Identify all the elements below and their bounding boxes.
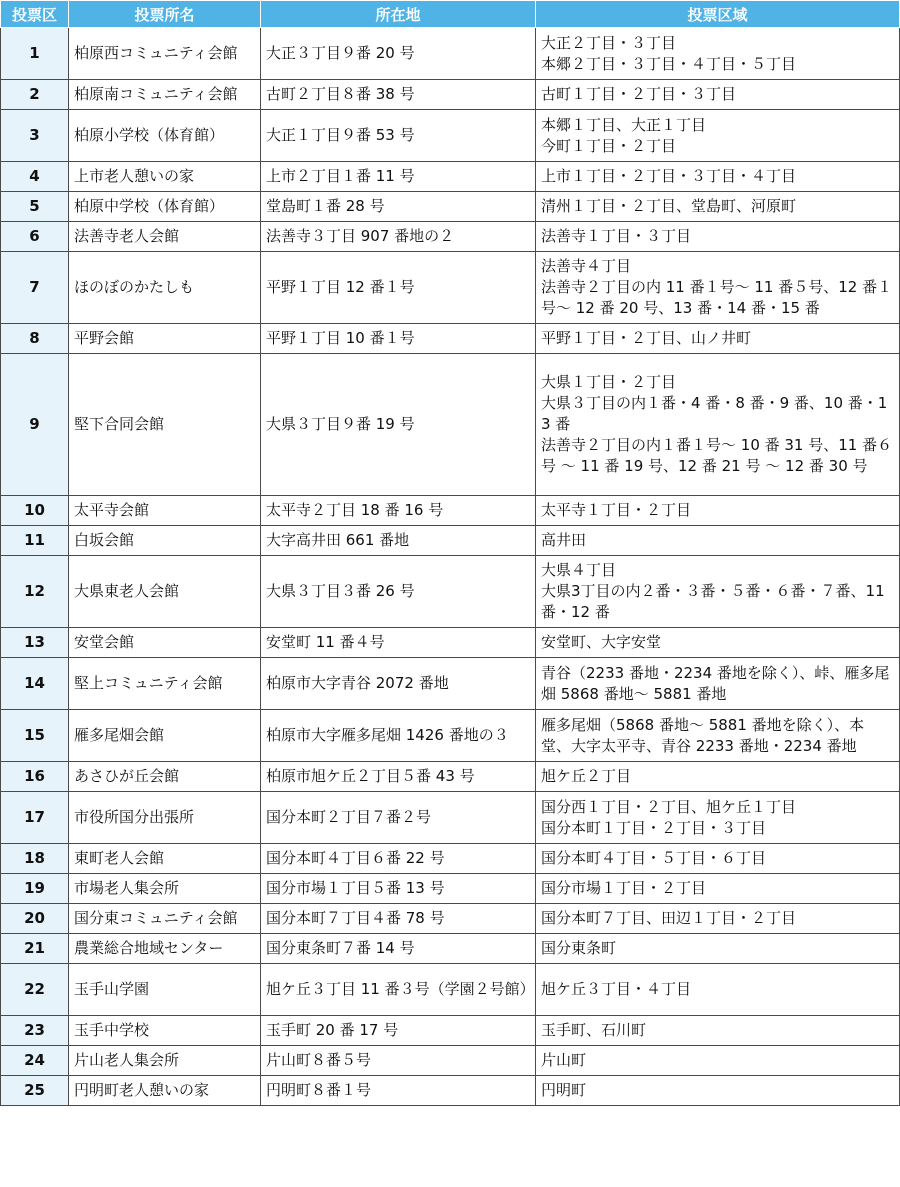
district-number: 3 <box>1 110 69 162</box>
station-name: 柏原小学校（体育館） <box>69 110 261 162</box>
voting-area-line: 大県４丁目 <box>541 561 617 579</box>
station-address: 大県３丁目９番 19 号 <box>261 354 536 496</box>
voting-area <box>536 1016 900 1046</box>
station-name: 上市老人憩いの家 <box>69 162 261 192</box>
voting-area-line: 旭ケ丘２丁目 <box>541 767 632 785</box>
district-number: 21 <box>1 934 69 964</box>
station-name: 片山老人集会所 <box>69 1046 261 1076</box>
voting-area-line: 雁多尾畑（5868 番地～ 5881 番地を除く）、本堂、大字太平寺、青谷 2233 番地・2234 番地 <box>541 715 865 755</box>
station-address: 玉手町 20 番 17 号 <box>261 1016 536 1046</box>
table-row <box>1 556 900 628</box>
district-number: 16 <box>1 762 69 792</box>
station-name: 柏原中学校（体育館） <box>69 192 261 222</box>
district-number: 22 <box>1 964 69 1016</box>
voting-area <box>536 496 900 526</box>
table-row <box>1 222 900 252</box>
voting-area <box>536 874 900 904</box>
voting-area <box>536 28 900 80</box>
station-address: 国分本町２丁目７番２号 <box>261 792 536 844</box>
district-number: 9 <box>1 354 69 496</box>
station-name: 柏原西コミュニティ会館 <box>69 28 261 80</box>
voting-area <box>536 1076 900 1106</box>
station-name: 法善寺老人会館 <box>69 222 261 252</box>
district-number: 7 <box>1 252 69 324</box>
voting-area <box>536 80 900 110</box>
table-row <box>1 28 900 80</box>
station-address: 大正３丁目９番 20 号 <box>261 28 536 80</box>
table-row <box>1 162 900 192</box>
voting-area-line: 太平寺１丁目・２丁目 <box>541 501 692 519</box>
voting-area-line: 国分本町７丁目、田辺１丁目・２丁目 <box>541 909 797 927</box>
voting-area <box>536 222 900 252</box>
voting-area-line: 高井田 <box>541 531 587 549</box>
station-name: 円明町老人憩いの家 <box>69 1076 261 1106</box>
station-address: 上市２丁目１番 11 号 <box>261 162 536 192</box>
station-address: 柏原市旭ケ丘２丁目５番 43 号 <box>261 762 536 792</box>
table-row <box>1 934 900 964</box>
table-row <box>1 658 900 710</box>
table-row <box>1 354 900 496</box>
voting-area-line: 本郷２丁目・３丁目・４丁目・５丁目 <box>541 54 797 73</box>
district-number: 13 <box>1 628 69 658</box>
station-name: 東町老人会館 <box>69 844 261 874</box>
station-address: 柏原市大字青谷 2072 番地 <box>261 658 536 710</box>
district-number: 12 <box>1 556 69 628</box>
table-row <box>1 874 900 904</box>
voting-area-line: 国分本町４丁目・５丁目・６丁目 <box>541 849 767 867</box>
station-name: ほのぼのかたしも <box>69 252 261 324</box>
station-name: 玉手山学園 <box>69 964 261 1016</box>
district-number: 8 <box>1 324 69 354</box>
voting-area <box>536 110 900 162</box>
station-address: 柏原市大字雁多尾畑 1426 番地の３ <box>261 710 536 762</box>
district-number: 6 <box>1 222 69 252</box>
district-number: 15 <box>1 710 69 762</box>
station-name: 玉手中学校 <box>69 1016 261 1046</box>
district-number: 1 <box>1 28 69 80</box>
station-name: 大県東老人会館 <box>69 556 261 628</box>
station-address: 国分本町７丁目４番 78 号 <box>261 904 536 934</box>
voting-area <box>536 658 900 710</box>
station-address: 太平寺２丁目 18 番 16 号 <box>261 496 536 526</box>
voting-area-line: 国分西１丁目・２丁目、旭ケ丘１丁目 <box>541 797 797 816</box>
station-name: 太平寺会館 <box>69 496 261 526</box>
station-name: 安堂会館 <box>69 628 261 658</box>
table-row <box>1 496 900 526</box>
station-address: 平野１丁目 10 番１号 <box>261 324 536 354</box>
station-name: あさひが丘会館 <box>69 762 261 792</box>
voting-area-line: 法善寺２丁目の内 11 番１号～ 11 番５号、12 番１号～ 12 番 20 号、13 番・14 番・15 番 <box>541 278 893 317</box>
table-row <box>1 1076 900 1106</box>
table-row <box>1 762 900 792</box>
station-address: 国分市場１丁目５番 13 号 <box>261 874 536 904</box>
station-address: 大正１丁目９番 53 号 <box>261 110 536 162</box>
station-address: 国分本町４丁目６番 22 号 <box>261 844 536 874</box>
station-address: 円明町８番１号 <box>261 1076 536 1106</box>
voting-area-line: 円明町 <box>541 1081 587 1099</box>
voting-area-line: 青谷（2233 番地・2234 番地を除く）、峠、雁多尾畑 5868 番地～ 5881 番地 <box>541 663 890 703</box>
table-header-row <box>1 1 900 28</box>
table-body <box>1 28 900 1106</box>
station-address: 大字高井田 661 番地 <box>261 526 536 556</box>
voting-area <box>536 162 900 192</box>
station-name: 堅下合同会館 <box>69 354 261 496</box>
table-row <box>1 1046 900 1076</box>
voting-area <box>536 710 900 762</box>
station-address: 安堂町 11 番４号 <box>261 628 536 658</box>
voting-area-line: 古町１丁目・２丁目・３丁目 <box>541 85 737 103</box>
table-row <box>1 710 900 762</box>
voting-area-line: 旭ケ丘３丁目・４丁目 <box>541 980 692 998</box>
table-row <box>1 252 900 324</box>
table-row <box>1 792 900 844</box>
header-station-name: 投票所名 <box>69 1 261 28</box>
station-address: 古町２丁目８番 38 号 <box>261 80 536 110</box>
station-name: 国分東コミュニティ会館 <box>69 904 261 934</box>
voting-area <box>536 628 900 658</box>
voting-area-line: 清州１丁目・２丁目、堂島町、河原町 <box>541 197 797 215</box>
voting-area-line: 今町１丁目・２丁目 <box>541 136 677 155</box>
voting-area <box>536 252 900 324</box>
voting-area-line: 大県１丁目・２丁目 <box>541 373 677 391</box>
header-address: 所在地 <box>261 1 536 28</box>
table-row <box>1 1016 900 1046</box>
district-number: 25 <box>1 1076 69 1106</box>
district-number: 4 <box>1 162 69 192</box>
station-address: 国分東条町７番 14 号 <box>261 934 536 964</box>
voting-area-line: 国分本町１丁目・２丁目・３丁目 <box>541 818 767 837</box>
table-row <box>1 80 900 110</box>
station-name: 市役所国分出張所 <box>69 792 261 844</box>
voting-area-line: 大県３丁目の内１番・4 番・8 番・9 番、10 番・13 番 <box>541 394 888 433</box>
district-number: 10 <box>1 496 69 526</box>
voting-area-line: 本郷１丁目、大正１丁目 <box>541 115 707 134</box>
district-number: 24 <box>1 1046 69 1076</box>
voting-area <box>536 556 900 628</box>
voting-area <box>536 354 900 496</box>
table-row <box>1 628 900 658</box>
table-row <box>1 192 900 222</box>
voting-area-line: 大正２丁目・３丁目 <box>541 33 677 52</box>
table-row <box>1 110 900 162</box>
voting-area-line: 安堂町、大字安堂 <box>541 633 662 651</box>
station-name: 柏原南コミュニティ会館 <box>69 80 261 110</box>
district-number: 20 <box>1 904 69 934</box>
voting-area <box>536 324 900 354</box>
voting-area-line: 法善寺４丁目 <box>541 257 632 275</box>
voting-area-line: 上市１丁目・２丁目・３丁目・４丁目 <box>541 167 797 185</box>
voting-area-line: 大県3丁目の内２番・３番・５番・６番・７番、11 番・12 番 <box>541 582 885 621</box>
station-name: 平野会館 <box>69 324 261 354</box>
station-address: 片山町８番５号 <box>261 1046 536 1076</box>
header-district-no: 投票区 <box>1 1 69 28</box>
voting-area <box>536 964 900 1016</box>
district-number: 2 <box>1 80 69 110</box>
station-address: 堂島町１番 28 号 <box>261 192 536 222</box>
station-address: 法善寺３丁目 907 番地の２ <box>261 222 536 252</box>
table-row <box>1 904 900 934</box>
voting-area <box>536 844 900 874</box>
district-number: 17 <box>1 792 69 844</box>
station-address: 旭ケ丘３丁目 11 番３号（学園２号館） <box>261 964 536 1016</box>
district-number: 5 <box>1 192 69 222</box>
table-row <box>1 526 900 556</box>
voting-area <box>536 762 900 792</box>
district-number: 11 <box>1 526 69 556</box>
station-name: 農業総合地域センター <box>69 934 261 964</box>
voting-area-line: 平野１丁目・２丁目、山ノ井町 <box>541 329 752 347</box>
station-name: 雁多尾畑会館 <box>69 710 261 762</box>
table-row <box>1 324 900 354</box>
station-address: 大県３丁目３番 26 号 <box>261 556 536 628</box>
district-number: 18 <box>1 844 69 874</box>
station-name: 白坂会館 <box>69 526 261 556</box>
header-voting-area: 投票区域 <box>536 1 900 28</box>
table-row <box>1 844 900 874</box>
table-row <box>1 964 900 1016</box>
voting-area <box>536 934 900 964</box>
station-name: 堅上コミュニティ会館 <box>69 658 261 710</box>
district-number: 19 <box>1 874 69 904</box>
voting-area <box>536 1046 900 1076</box>
voting-area <box>536 792 900 844</box>
district-number: 14 <box>1 658 69 710</box>
voting-area <box>536 192 900 222</box>
station-name: 市場老人集会所 <box>69 874 261 904</box>
voting-area-line: 片山町 <box>541 1051 587 1069</box>
district-number: 23 <box>1 1016 69 1046</box>
voting-area-line: 国分市場１丁目・２丁目 <box>541 879 707 897</box>
voting-area-line: 玉手町、石川町 <box>541 1021 647 1039</box>
voting-area <box>536 526 900 556</box>
voting-area <box>536 904 900 934</box>
voting-area-line: 法善寺２丁目の内１番１号～ 10 番 31 号、11 番６号 ～ 11 番 19 号、12 番 21 号 ～ 12 番 30 号 <box>541 436 893 475</box>
station-address: 平野１丁目 12 番１号 <box>261 252 536 324</box>
voting-area-line: 国分東条町 <box>541 939 617 957</box>
voting-area-line: 法善寺１丁目・３丁目 <box>541 227 692 245</box>
